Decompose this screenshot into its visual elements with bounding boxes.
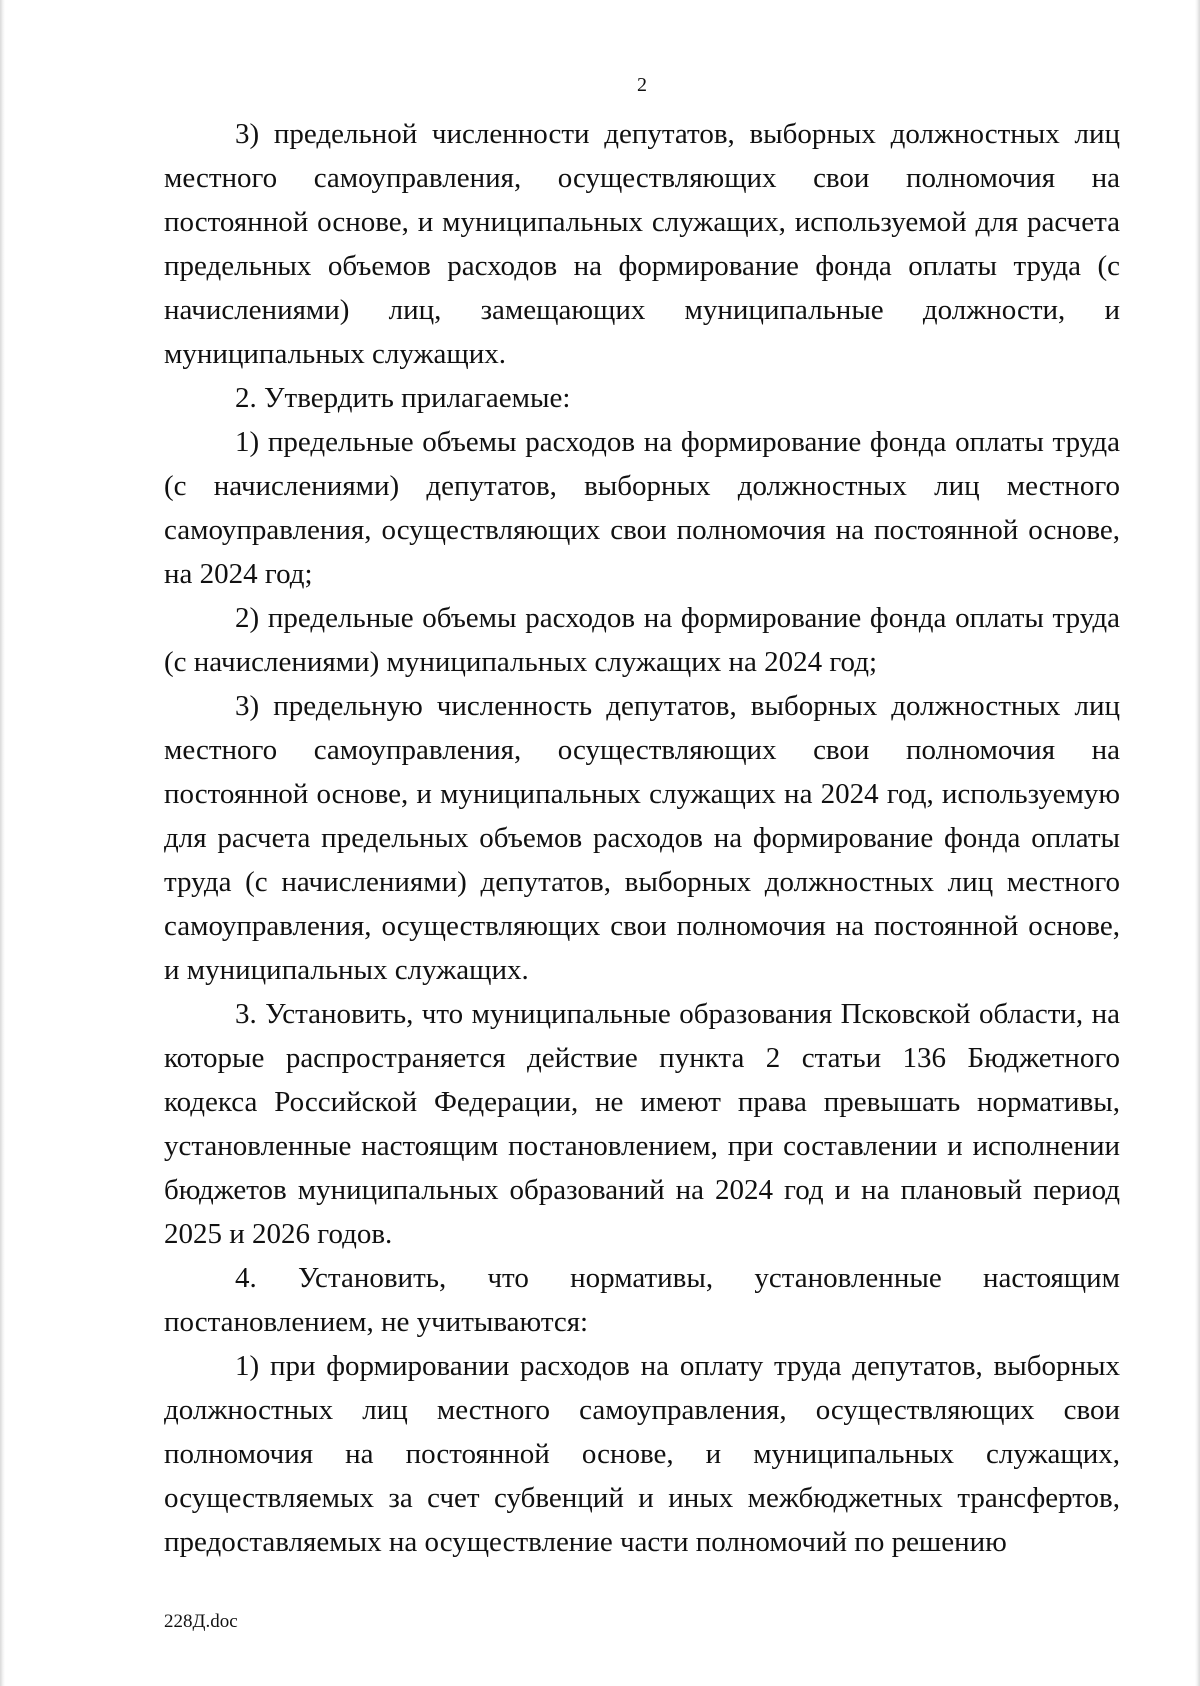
scan-edge-right	[1195, 0, 1200, 1686]
document-body	[164, 112, 1120, 1564]
footer-filename: 228Д.doc	[164, 1611, 238, 1632]
paragraph-section-4-item-1: 1) при формировании расходов на оплату труда депутатов, выборных должностных лиц местного самоуправления, осуществляющих свои полномочия на постоянной основе, и муниципальных служащих, осуществляемых за счет субвенций и иных межбюджетных трансфертов, предоставляемых на осуществление части полномочий по решению	[164, 1350, 1120, 1558]
scan-edge-left	[0, 0, 5, 1686]
paragraph-section-4: 4. Установить, что нормативы, установленные настоящим постановлением, не учитываются:	[164, 1262, 1120, 1338]
paragraph-section-3: 3. Установить, что муниципальные образования Псковской области, на которые распространяется действие пункта 2 статьи 136 Бюджетного кодекса Российской Федерации, не имеют права превышать нормативы, установленные настоящим постановлением, при составлении и исполнении бюджетов муниципальных образований на 2024 год и на плановый период 2025 и 2026 годов.	[164, 998, 1120, 1250]
paragraph-approve-attached: 2. Утвердить прилагаемые:	[235, 382, 571, 414]
paragraph-approve-item-3: 3) предельную численность депутатов, выборных должностных лиц местного самоуправления, осуществляющих свои полномочия на постоянной основе, и муниципальных служащих на 2024 год, используемую для расчета предельных объемов расходов на формирование фонда оплаты труда (с начислениями) депутатов, выборных должностных лиц местного самоуправления, осуществляющих свои полномочия на постоянной основе, и муниципальных служащих.	[164, 690, 1120, 986]
paragraph-item-3-limit-headcount: 3) предельной численности депутатов, выборных должностных лиц местного самоуправления, осуществляющих свои полномочия на постоянной основе, и муниципальных служащих, используемой для расчета предельных объемов расходов на формирование фонда оплаты труда (с начислениями) лиц, замещающих муниципальные должности, и муниципальных служащих.	[164, 118, 1120, 370]
paragraph-approve-item-2: 2) предельные объемы расходов на формирование фонда оплаты труда (с начислениями) муниципальных служащих на 2024 год;	[164, 602, 1120, 678]
paragraph-approve-item-1: 1) предельные объемы расходов на формирование фонда оплаты труда (с начислениями) депутатов, выборных должностных лиц местного самоуправления, осуществляющих свои полномочия на постоянной основе, на 2024 год;	[164, 426, 1120, 590]
page-number: 2	[637, 74, 647, 96]
